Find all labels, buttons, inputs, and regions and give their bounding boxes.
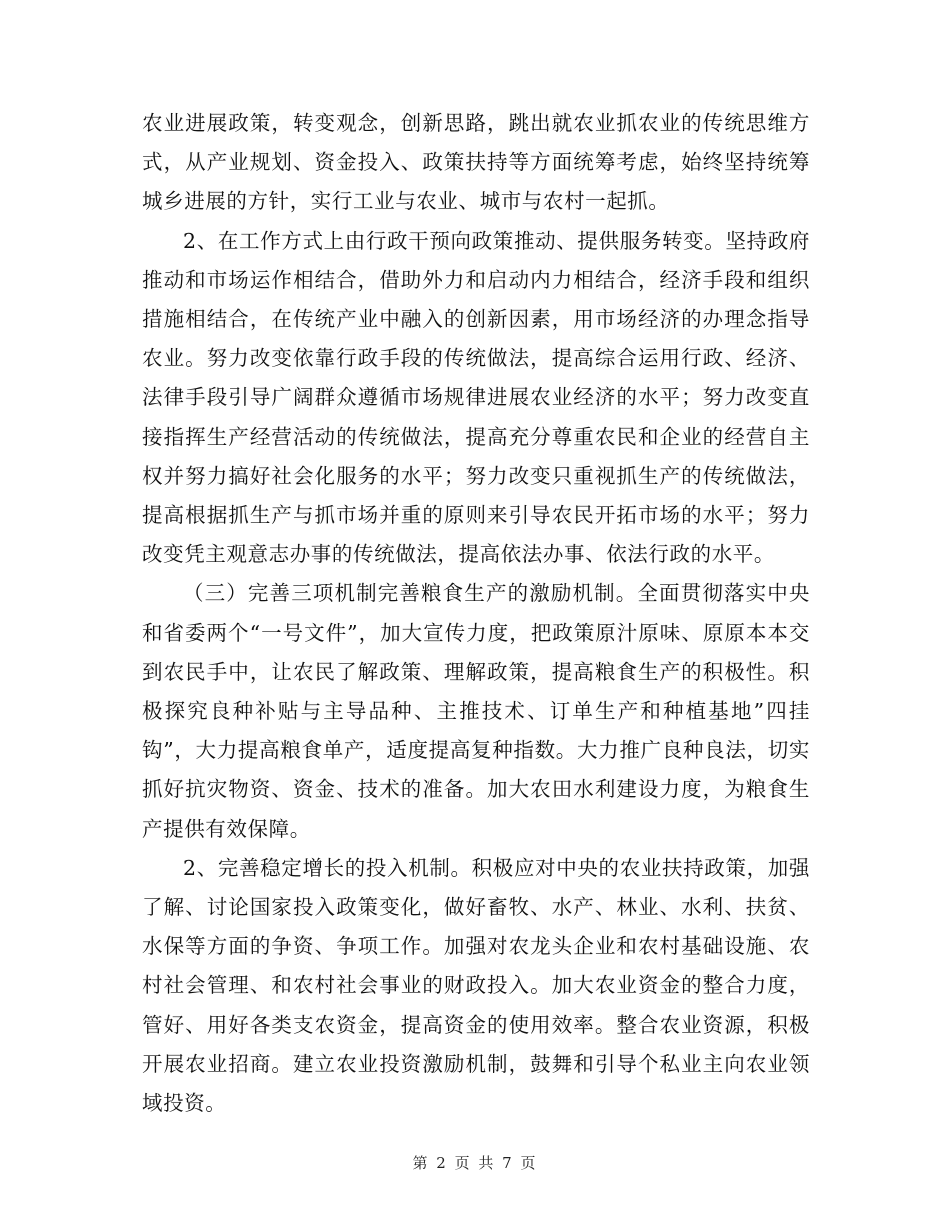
page-number-footer: 第 2 页 共 7 页 [412,1154,538,1172]
paragraph-2: 2、在工作方式上由行政干预向政策推动、提供服务转变。坚持政府推动和市场运作相结合，借助外力和启动内力相结合，经济手段和组织措施相结合，在传统产业中融入的创新因素，用市场经济的办理念指导农业。努力改变依靠行政手段的传统做法，提高综合运用行政、经济、法律手段引导广阔群众遵循市场规律进展农业经济的水平；努力改变直接指挥生产经营活动的传统做法，提高充分尊重农民和企业的经营自主权并努力搞好社会化服务的水平；努力改变只重视抓生产的传统做法，提高根据抓生产与抓市场并重的原则来引导农民开拓市场的水平；努力改变凭主观意志办事的传统做法，提高依法办事、依法行政的水平。 [142,228,810,567]
paragraph-1: 农业进展政策，转变观念，创新思路，跳出就农业抓农业的传统思维方式，从产业规划、资金投入、政策扶持等方面统筹考虑，始终坚持统筹城乡进展的方针，实行工业与农业、城市与农村一起抓。 [142,111,810,214]
paragraph-3: （三）完善三项机制完善粮食生产的激励机制。全面贯彻落实中央和省委两个“一号文件”，加大宣传力度，把政策原汁原味、原原本本交到农民手中，让农民了解政策、理解政策，提高粮食生产的积极性。积极探究良种补贴与主导品种、主推技术、订单生产和种植基地”四挂钩”，大力提高粮食单产，适度提高复种指数。大力推广良种良法，切实抓好抗灾物资、资金、技术的准备。加大农田水利建设力度，为粮食生产提供有效保障。 [142,581,810,841]
paragraph-4: 2、完善稳定增长的投入机制。积极应对中央的农业扶持政策，加强了解、讨论国家投入政策变化，做好畜牧、水产、林业、水利、扶贫、水保等方面的争资、争项工作。加强对农龙头企业和农村基础设施、农村社会管理、和农村社会事业的财政投入。加大农业资金的整合力度，管好、用好各类支农资金，提高资金的使用效率。整合农业资源，积极开展农业招商。建立农业投资激励机制，鼓舞和引导个私业主向农业领域投资。 [142,855,810,1116]
body-text [142,104,810,1123]
